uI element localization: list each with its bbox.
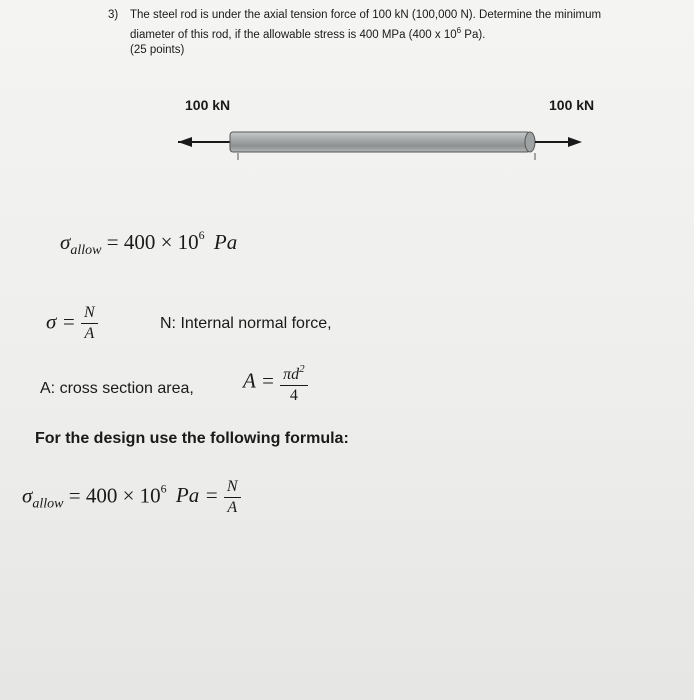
left-force-label: 100 kN bbox=[185, 97, 231, 113]
rod-body bbox=[230, 132, 535, 152]
allowable-stress-equation bbox=[60, 228, 237, 259]
allow-unit: Pa bbox=[213, 230, 238, 254]
right-force-label: 100 kN bbox=[549, 97, 595, 113]
fraction-denominator: A bbox=[84, 325, 95, 343]
n-over-a-fraction bbox=[81, 304, 98, 343]
fraction-numerator: N bbox=[84, 304, 95, 321]
problem-text: The steel rod is under the axial tension force of 100 kN (100,000 N). Determine the minimum diameter of this rod, if the allowable stress is 400 MPa (400 x 10 bbox=[130, 9, 602, 41]
design-note: For the design use the following formula: bbox=[35, 430, 349, 447]
problem-number: 3) bbox=[108, 9, 119, 21]
allow-subscript: allow bbox=[70, 243, 102, 258]
allow-value: = 400 × 10 bbox=[106, 230, 199, 254]
design-sigma-symbol: σ bbox=[22, 483, 33, 508]
allow-exponent: 6 bbox=[198, 228, 205, 242]
stress-lhs: σ = bbox=[46, 309, 76, 334]
design-allow-subscript: allow bbox=[32, 496, 64, 512]
steel-rod-diagram bbox=[170, 120, 600, 170]
design-fraction bbox=[224, 478, 241, 517]
design-equation bbox=[22, 478, 241, 517]
area-lhs: A = bbox=[243, 368, 275, 393]
design-numerator: N bbox=[226, 478, 238, 495]
left-arrow-icon bbox=[178, 137, 230, 147]
design-denominator: A bbox=[227, 499, 238, 517]
normal-force-note: N: Internal normal force, bbox=[160, 315, 332, 332]
area-numerator-exponent: 2 bbox=[299, 363, 305, 375]
area-label: A: cross section area, bbox=[40, 380, 194, 397]
area-numerator: $\pi d^2$ bbox=[283, 363, 305, 383]
problem-text-tail: Pa). bbox=[461, 28, 486, 41]
design-allow-value: = 400 × 10 bbox=[68, 483, 161, 508]
problem-points: (25 points) bbox=[130, 43, 185, 56]
area-denominator: 4 bbox=[289, 387, 298, 405]
design-allow-unit: Pa = bbox=[175, 483, 219, 508]
sigma-symbol: σ bbox=[60, 230, 71, 254]
problem-statement bbox=[108, 8, 648, 58]
design-allow-exponent: 6 bbox=[160, 481, 167, 496]
area-equation bbox=[243, 360, 308, 405]
area-fraction bbox=[280, 360, 308, 405]
stress-definition-equation bbox=[46, 304, 98, 343]
problem-text-exponent: 6 bbox=[456, 26, 462, 35]
right-arrow-icon bbox=[535, 137, 582, 147]
